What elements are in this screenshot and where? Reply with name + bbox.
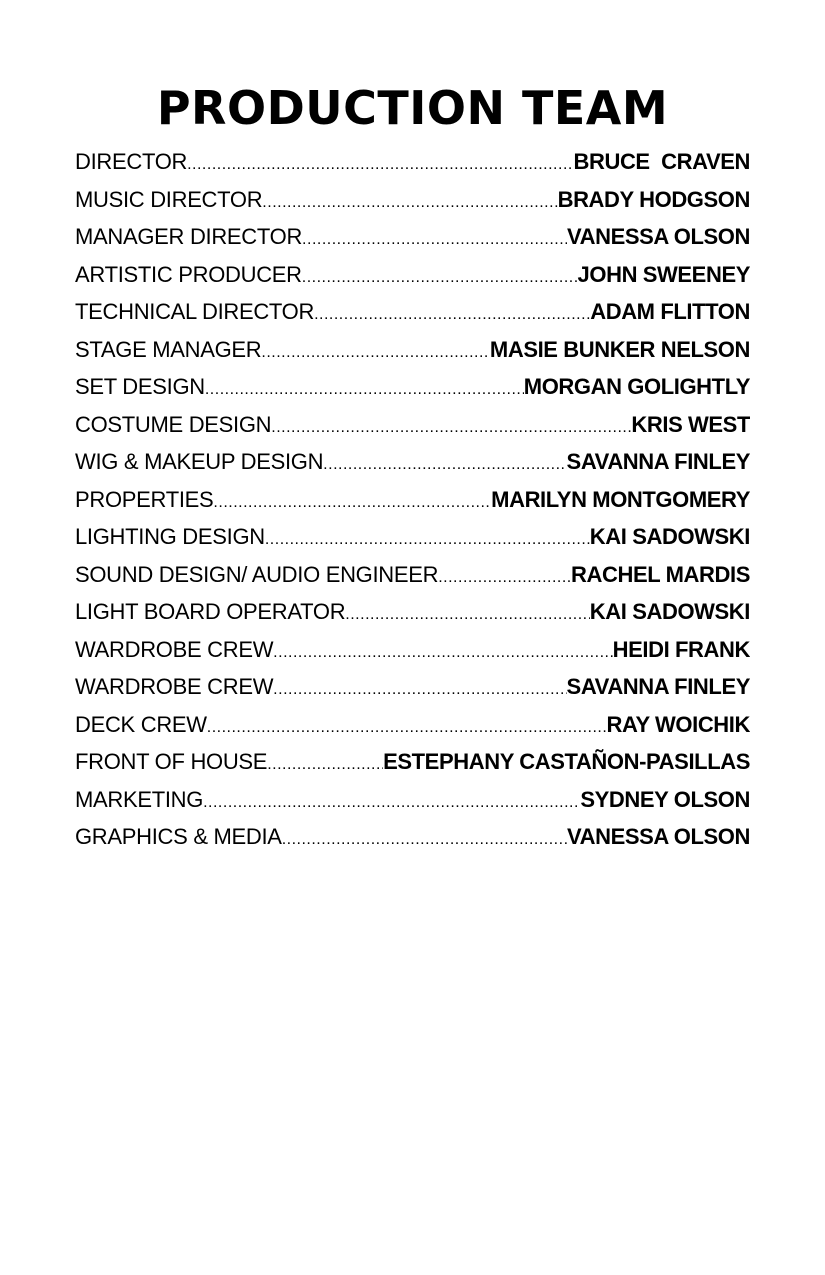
dot-leader [323,449,566,481]
dot-leader [345,599,590,631]
credit-row [75,709,750,747]
credit-role: LIGHTING DESIGN [75,524,265,549]
credit-name: ESTEPHANY CASTAÑON-PASILLAS [383,749,750,774]
credit-role: MUSIC DIRECTOR [75,186,263,212]
dot-leader [213,487,491,519]
dot-leader [267,749,383,781]
credit-name: KAI SADOWSKI [589,524,750,549]
dot-leader [282,824,567,856]
dot-leader [203,787,580,819]
credit-row [75,446,750,484]
dot-leader [271,412,631,444]
credit-row [75,784,750,822]
credit-name: ADAM FLITTON [590,299,750,324]
credit-role: MANAGER DIRECTOR [75,224,303,249]
credit-row [75,221,750,259]
credit-role: COSTUME DESIGN [75,411,272,437]
credit-name: MORGAN GOLIGHTLY [523,374,750,399]
credit-name: BRUCE CRAVEN [573,149,750,174]
credit-role: DECK CREW [75,711,207,737]
credit-row [75,296,750,334]
credit-name: HEIDI FRANK [612,636,750,662]
credit-role: STAGE MANAGER [75,336,262,362]
credit-name: SAVANNA FINLEY [566,674,750,699]
credit-row [75,184,750,222]
credit-row [75,821,750,859]
credits-list [75,146,750,859]
credit-row [75,259,750,297]
credit-row [75,334,750,372]
dot-leader [205,374,524,406]
credit-row [75,596,750,634]
dot-leader [187,149,573,181]
credit-role: PROPERTIES [75,486,214,512]
credit-role: WARDROBE CREW [75,636,274,662]
page-title: PRODUCTION TEAM [156,81,669,135]
dot-leader [302,262,578,294]
credit-row [75,146,750,184]
credit-name: SYDNEY OLSON [580,786,750,812]
credit-name: SAVANNA FINLEY [566,449,750,474]
credit-row [75,634,750,672]
credit-row [75,671,750,709]
credit-role: WARDROBE CREW [75,674,274,699]
credit-role: GRAPHICS & MEDIA [75,824,282,849]
dot-leader [273,637,612,669]
credit-role: DIRECTOR [75,149,188,174]
credit-role: LIGHT BOARD OPERATOR [75,599,346,624]
credit-role: ARTISTIC PRODUCER [75,261,302,287]
dot-leader [207,712,607,744]
credit-name: JOHN SWEENEY [577,261,750,287]
credit-role: SOUND DESIGN/ AUDIO ENGINEER [75,561,439,587]
credit-role: TECHNICAL DIRECTOR [75,299,315,324]
dot-leader [302,224,567,256]
credit-name: MARILYN MONTGOMERY [491,486,750,512]
dot-leader [262,187,557,219]
credit-role: SET DESIGN [75,374,205,399]
credit-row [75,521,750,559]
dot-leader [265,524,590,556]
credit-role: FRONT OF HOUSE [75,749,268,774]
credit-name: KRIS WEST [631,411,750,437]
credit-role: WIG & MAKEUP DESIGN [75,449,324,474]
credit-row [75,409,750,447]
credit-row [75,559,750,597]
credit-row [75,371,750,409]
dot-leader [438,562,571,594]
credit-name: MASIE BUNKER NELSON [489,336,750,362]
credit-name: VANESSA OLSON [566,824,750,849]
dot-leader [314,299,590,331]
dot-leader [261,337,490,369]
credit-name: RACHEL MARDIS [571,561,750,587]
credit-name: BRADY HODGSON [557,186,750,212]
credit-row [75,484,750,522]
credit-name: RAY WOICHIK [606,711,750,737]
dot-leader [273,674,566,706]
credit-name: KAI SADOWSKI [589,599,750,624]
credit-role: MARKETING [75,786,204,812]
credit-row [75,746,750,784]
credit-name: VANESSA OLSON [566,224,750,249]
